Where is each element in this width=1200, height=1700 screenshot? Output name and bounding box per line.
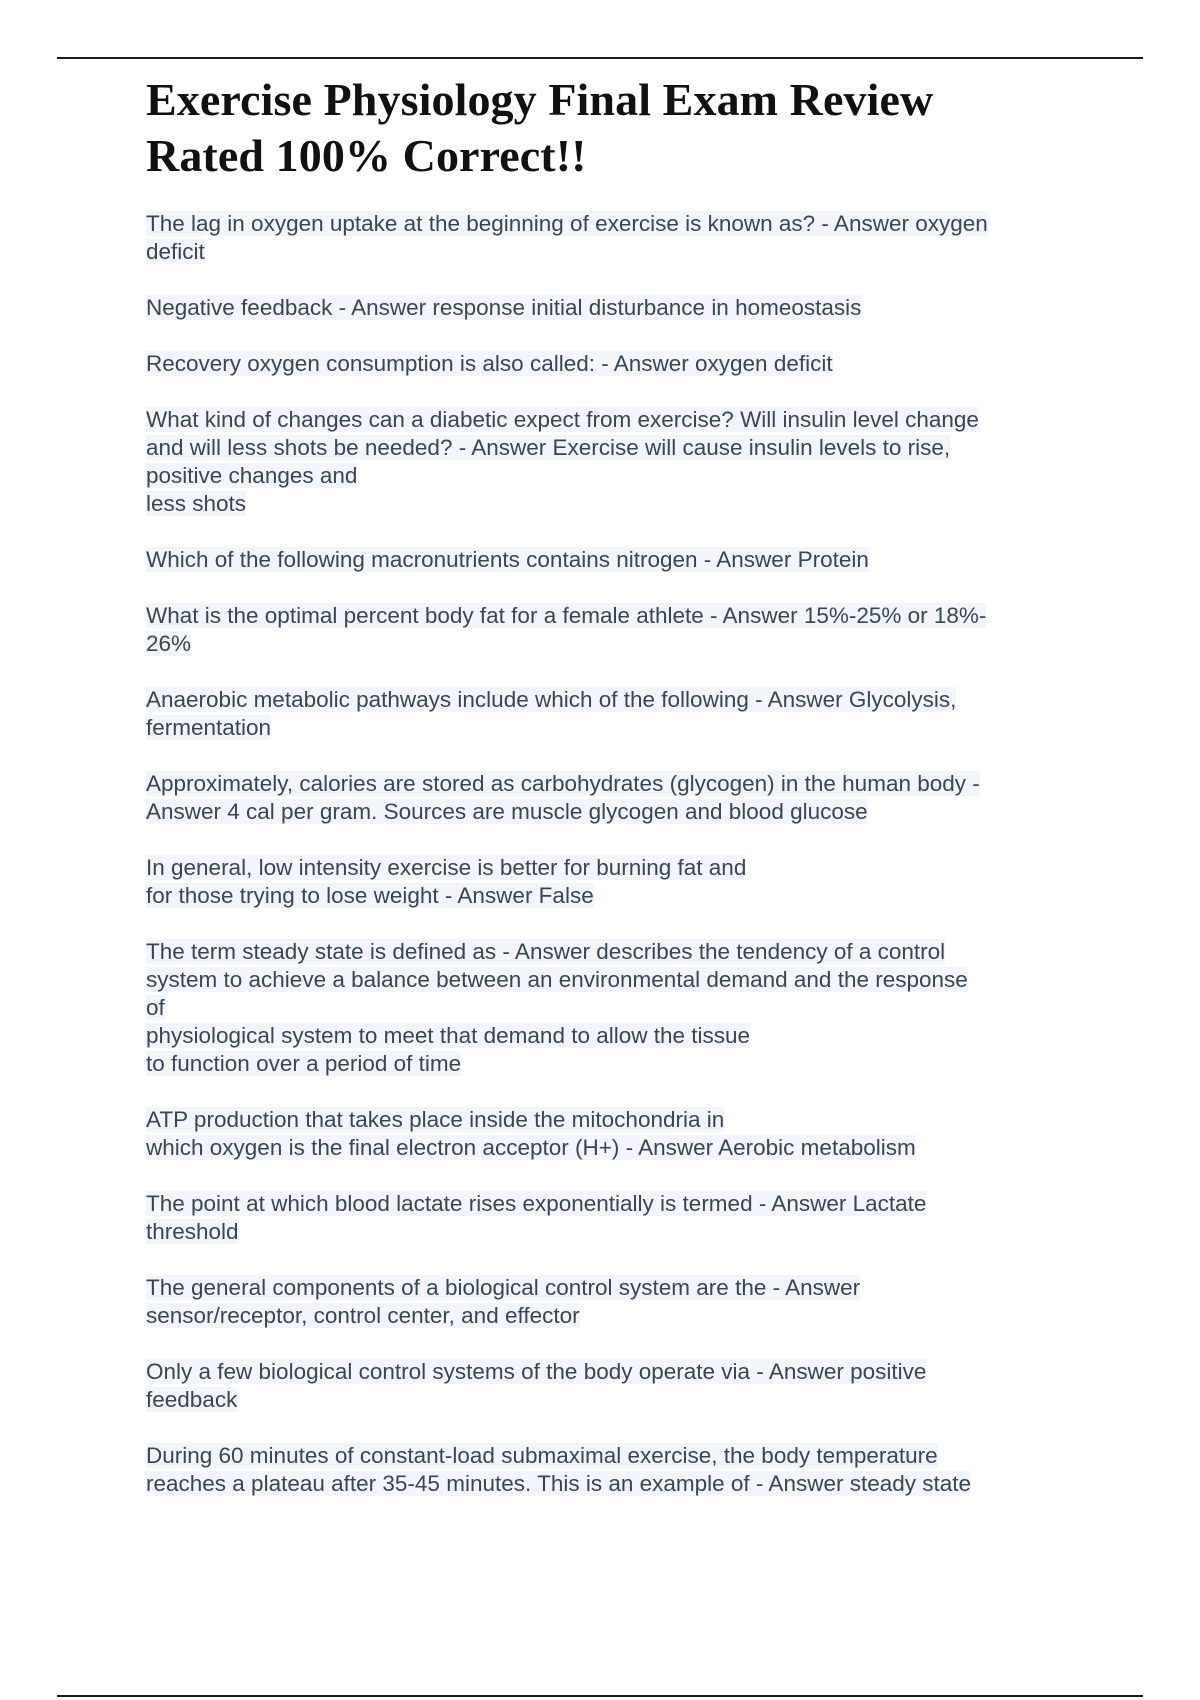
qa-text: Only a few biological control systems of the body operate via - Answer positive feedback — [146, 1359, 927, 1412]
qa-item — [146, 938, 1076, 1078]
document-title-line-2: Rated 100% Correct!! — [146, 130, 587, 181]
qa-text: ATP production that takes place inside the mitochondria in which oxygen is the final electron acceptor (H+) - Answer Aerobic metabolism — [146, 1107, 916, 1160]
qa-item — [146, 686, 1076, 742]
qa-item — [146, 602, 1076, 658]
qa-text: In general, low intensity exercise is better for burning fat and for those trying to lose weight - Answer False — [146, 855, 747, 908]
qa-item — [146, 1358, 1076, 1414]
qa-list — [146, 210, 1076, 1498]
qa-item — [146, 350, 1076, 378]
bottom-rule — [57, 1695, 1143, 1697]
qa-text: Anaerobic metabolic pathways include which of the following - Answer Glycolysis, fermentation — [146, 687, 957, 740]
qa-item — [146, 1442, 1076, 1498]
document-title-line-1: Exercise Physiology Final Exam Review — [146, 74, 934, 125]
qa-item — [146, 210, 1076, 266]
qa-text: During 60 minutes of constant-load submaximal exercise, the body temperature reaches a plateau after 35-45 minutes. This is an example of - Answer steady state — [146, 1443, 972, 1496]
qa-text: Recovery oxygen consumption is also called: - Answer oxygen deficit — [146, 351, 833, 376]
top-rule — [57, 57, 1143, 59]
qa-item — [146, 1190, 1076, 1246]
qa-text: The point at which blood lactate rises exponentially is termed - Answer Lactate threshold — [146, 1191, 927, 1244]
qa-item — [146, 294, 1076, 322]
qa-text: Which of the following macronutrients contains nitrogen - Answer Protein — [146, 547, 869, 572]
qa-item — [146, 406, 1076, 518]
qa-text: Approximately, calories are stored as carbohydrates (glycogen) in the human body - Answer 4 cal per gram. Sources are muscle glycogen and blood glucose — [146, 771, 980, 824]
qa-text: The general components of a biological control system are the - Answer sensor/receptor, control center, and effector — [146, 1275, 861, 1328]
qa-text: What is the optimal percent body fat for a female athlete - Answer 15%-25% or 18%- 26% — [146, 603, 987, 656]
qa-item — [146, 1274, 1076, 1330]
qa-text: The term steady state is defined as - Answer describes the tendency of a control system to achieve a balance between an environmental demand and the response of physiological system to meet that demand to allow the tissue to function over a period of time — [146, 939, 968, 1076]
qa-item — [146, 770, 1076, 826]
qa-text: What kind of changes can a diabetic expect from exercise? Will insulin level change and will less shots be needed? - Answer Exercise will cause insulin levels to rise, positive changes and less shots — [146, 407, 979, 516]
qa-text: Negative feedback - Answer response initial disturbance in homeostasis — [146, 295, 862, 320]
qa-text: The lag in oxygen uptake at the beginning of exercise is known as? - Answer oxygen deficit — [146, 211, 988, 264]
document-page — [146, 72, 1076, 1526]
qa-item — [146, 854, 1076, 910]
document-title — [146, 72, 1076, 184]
qa-item — [146, 1106, 1076, 1162]
qa-item — [146, 546, 1076, 574]
